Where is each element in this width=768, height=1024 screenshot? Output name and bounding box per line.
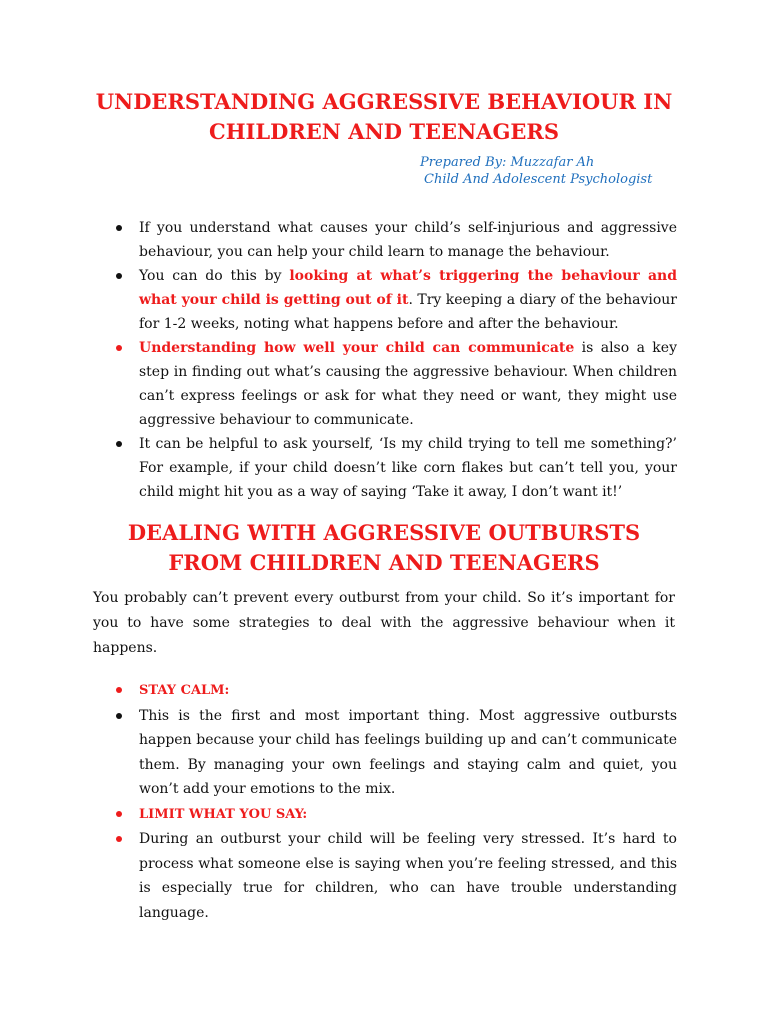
list-item-text: It can be helpful to ask yourself, ‘Is my child trying to tell me something?’ For example, if your child doesn’t like corn flakes but can’t tell you, your child might hit you as a way of saying ‘Take it away, I don’t want it!’ (139, 436, 677, 500)
bullet-icon (116, 713, 122, 719)
list-item-text: If you understand what causes your child’s self-injurious and aggressive behaviour, you can help your child learn to manage the behaviour. (139, 220, 677, 260)
author-credit (420, 154, 680, 188)
list-item-text-post: is also a key step in finding out what’s causing the aggressive behaviour. When children can’t express feelings or ask for what they need or want, they might use aggressive behaviour to communicate. (139, 340, 677, 428)
bullet-icon (116, 836, 122, 842)
list-item (112, 432, 677, 504)
strategy-text-limit-what-you-say: During an outburst your child will be feeling very stressed. It’s hard to process what someone else is saying when you’re feeling stressed, and this is especially true for children, who can have trouble understanding language. (139, 831, 677, 921)
list-item (112, 704, 677, 802)
author-name: Prepared By: Muzzafar Ah (420, 155, 595, 170)
main-title-line-1: UNDERSTANDING AGGRESSIVE BEHAVIOUR IN (95, 89, 673, 114)
list-item (112, 336, 677, 432)
bullet-icon (116, 441, 122, 447)
strategy-heading-stay-calm: STAY CALM: (139, 683, 230, 698)
list-item-highlight: Understanding how well your child can communicate (139, 340, 575, 356)
bullet-icon (116, 345, 122, 351)
list-item-highlight: looking at what’s triggering the behaviour and what your child is getting out of it (139, 268, 677, 308)
strategy-heading-limit-what-you-say: LIMIT WHAT YOU SAY: (139, 806, 308, 822)
list-item-text-pre: You can do this by (139, 268, 290, 284)
intro-paragraph: You probably can’t prevent every outburst from your child. So it’s important for you to have some strategies to deal with the aggressive behaviour when it happens. (93, 590, 675, 656)
main-title-line-2: CHILDREN AND TEENAGERS (208, 119, 560, 144)
causes-bullet-list (112, 216, 677, 504)
bullet-icon (116, 273, 122, 279)
list-item (112, 264, 677, 336)
section-title (60, 518, 708, 578)
section-title-line-1: DEALING WITH AGGRESSIVE OUTBURSTS (127, 520, 641, 545)
list-item (112, 216, 677, 264)
section-title-line-2: FROM CHILDREN AND TEENAGERS (168, 550, 600, 575)
main-title (60, 87, 708, 147)
list-item (112, 678, 677, 704)
bullet-icon (116, 225, 122, 231)
bullet-icon (116, 811, 122, 817)
strategy-text-stay-calm: This is the first and most important thing. Most aggressive outbursts happen because your child has feelings building up and can’t communicate them. By managing your own feelings and staying calm and quiet, you won’t add your emotions to the mix. (139, 707, 677, 797)
bullet-icon (116, 687, 122, 693)
author-role: Child And Adolescent Psychologist (424, 172, 653, 187)
strategies-bullet-list (112, 678, 677, 925)
list-item (112, 827, 677, 925)
list-item (112, 802, 677, 828)
list-item-text-post: . Try keeping a diary of the behaviour for 1-2 weeks, noting what happens before and after the behaviour. (139, 292, 677, 332)
